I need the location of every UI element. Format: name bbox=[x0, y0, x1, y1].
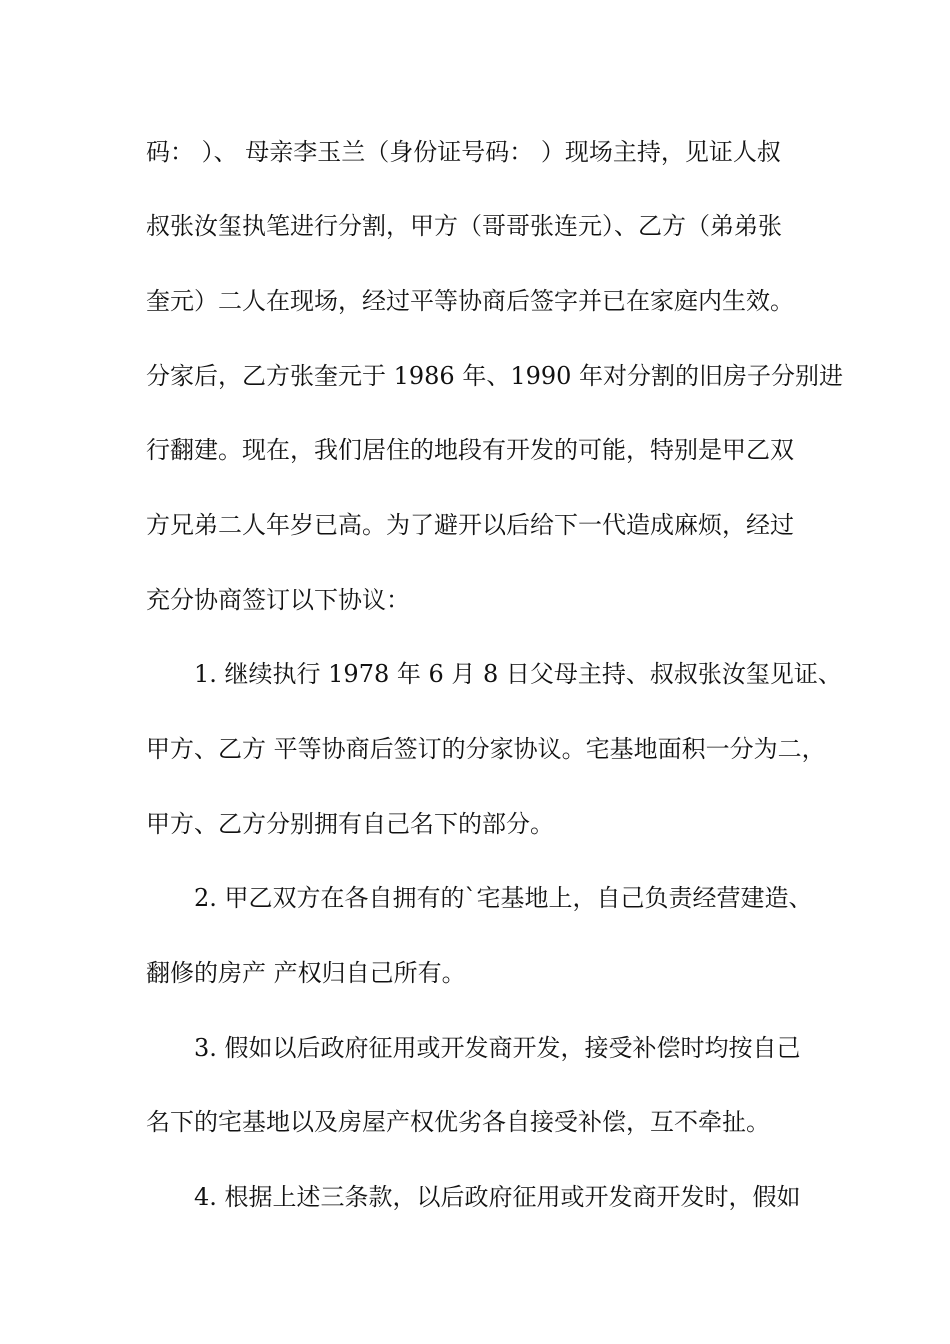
text-line: 奎元）二人在现场，经过平等协商后签字并已在家庭内生效。 bbox=[146, 287, 794, 315]
text-line: 叔张汝玺执笔进行分割，甲方（哥哥张连元）、乙方（弟弟张 bbox=[146, 212, 782, 240]
text-line: 充分协商签订以下协议： bbox=[146, 586, 410, 614]
text-line: 名下的宅基地以及房屋产权优劣各自接受补偿，互不牵扯。 bbox=[146, 1108, 770, 1136]
text-line: 方兄弟二人年岁已高。为了避开以后给下一代造成麻烦，经过 bbox=[146, 511, 794, 539]
text-line: 甲方、乙方 平等协商后签订的分家协议。宅基地面积一分为二， bbox=[146, 735, 826, 763]
clause-2-line: 2. 甲乙双方在各自拥有的`宅基地上，自己负责经营建造、 bbox=[194, 884, 813, 912]
clause-3-line: 3. 假如以后政府征用或开发商开发，接受补偿时均按自己 bbox=[194, 1034, 801, 1062]
text-line: 甲方、乙方分别拥有自己名下的部分。 bbox=[146, 810, 554, 838]
clause-1-line: 1. 继续执行 1978 年 6 月 8 日父母主持、叔叔张汝玺见证、 bbox=[194, 660, 842, 688]
text-line: 翻修的房产 产权归自己所有。 bbox=[146, 959, 466, 987]
text-line: 码： ）、 母亲李玉兰（身份证号码： ）现场主持，见证人叔 bbox=[146, 138, 781, 166]
text-line: 行翻建。现在，我们居住的地段有开发的可能，特别是甲乙双 bbox=[146, 436, 794, 464]
clause-4-line: 4. 根据上述三条款，以后政府征用或开发商开发时，假如 bbox=[194, 1183, 801, 1211]
text-line: 分家后，乙方张奎元于 1986 年、1990 年对分割的旧房子分别进 bbox=[146, 362, 844, 390]
